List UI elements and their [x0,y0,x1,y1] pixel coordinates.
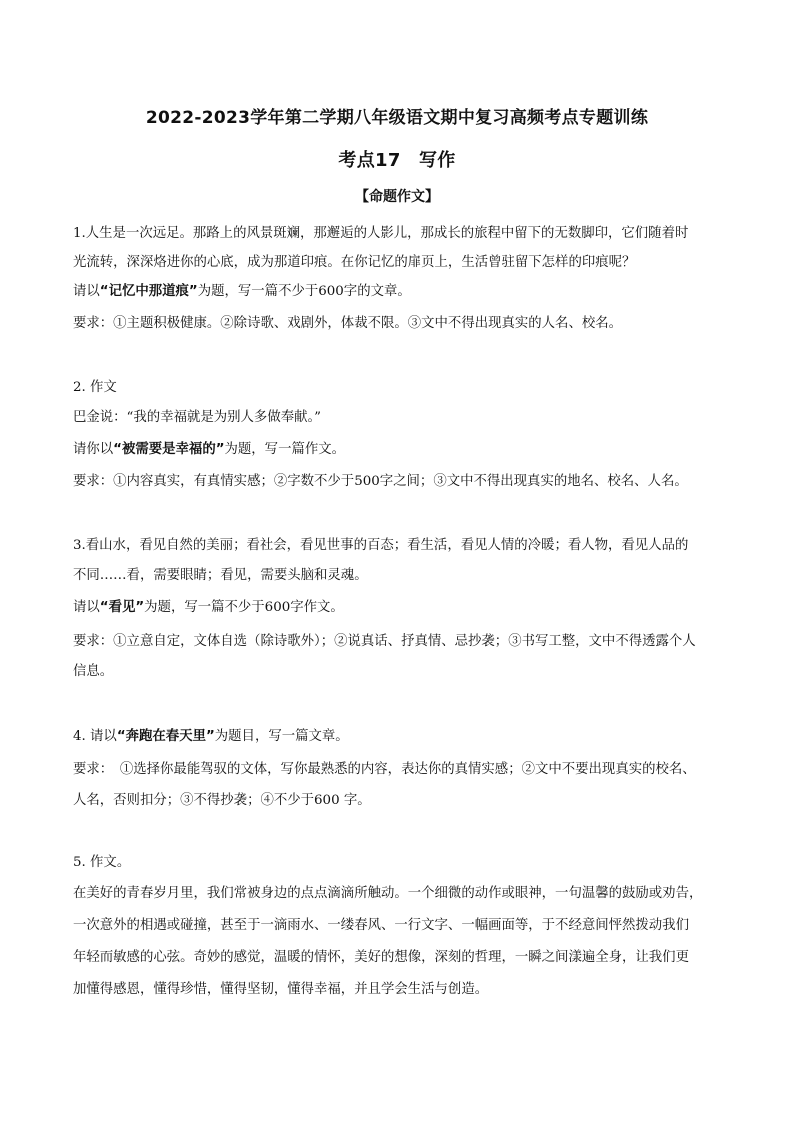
q2-prompt [73,440,733,460]
q4-requirements-cont: 人名，否则扣分；③不得抄袭；④不少于600 字。 [73,793,371,808]
q4-prompt-suffix: 为题目，写一篇文章。 [214,729,349,744]
q1-prompt-suffix: 为题，写一篇不少于600字的文章。 [197,284,411,299]
q3-prompt [73,598,733,618]
q2-topic: “被需要是幸福的” [113,442,225,457]
q5-line-1: 5. 作文。 [73,855,131,870]
q1-requirements: 要求：①主题积极健康。②除诗歌、戏剧外，体裁不限。③文中不得出现真实的人名、校名。 [73,316,623,331]
q4-prompt-prefix: 4. 请以 [73,729,117,744]
section-heading: 【命题作文】 [355,189,439,205]
q3-line-1: 3.看山水，看见自然的美丽；看社会，看见世事的百态；看生活，看见人情的冷暖；看人物，看见人品的 [73,538,689,553]
q1-topic: “记忆中那道痕” [99,284,198,299]
document-title: 2022-2023学年第二学期八年级语文期中复习高频考点专题训练 [145,108,649,128]
q3-line-2: 不同……看，需要眼睛；看见，需要头脑和灵魂。 [73,568,368,583]
q1-line-2: 光流转，深深烙进你的心底，成为那道印痕。在你记忆的扉页上，生活曾驻留下怎样的印痕呢？ [73,255,636,270]
q2-line-1: 2. 作文 [73,380,117,395]
document-subtitle: 考点17 写作 [338,150,456,171]
q4-prompt [73,727,733,747]
q1-line-1: 1.人生是一次远足。那路上的风景斑斓，那邂逅的人影儿，那成长的旅程中留下的无数脚印，它们随着时 [73,226,689,241]
q5-line-4: 年轻而敏感的心弦。奇妙的感觉，温暖的情怀，美好的想像，深刻的哲理，一瞬之间漾遍全身，让我们更 [73,950,689,965]
q3-requirements-cont: 信息。 [73,664,114,679]
q2-line-2: 巴金说：“我的幸福就是为别人多做奉献。” [73,410,322,425]
q5-line-5: 加懂得感恩，懂得珍惜，懂得坚韧，懂得幸福，并且学会生活与创造。 [73,982,489,997]
q3-topic: “看见” [99,600,145,615]
q1-prompt [73,282,733,302]
q5-line-2: 在美好的青春岁月里，我们常被身边的点点滴滴所触动。一个细微的动作或眼神，一句温馨的鼓励或劝告， [73,886,703,901]
q2-requirements: 要求：①内容真实，有真情实感；②字数不少于500字之间；③文中不得出现真实的地名、校名、人名。 [73,474,688,489]
q3-prompt-prefix: 请以 [73,600,100,615]
q2-prompt-prefix: 请你以 [73,442,114,457]
q3-requirements: 要求：①立意自定，文体自选（除诗歌外）；②说真话、抒真情、忌抄袭；③书写工整，文中不得透露个人 [73,634,696,649]
q4-topic: “奔跑在春天里” [116,729,215,744]
q5-line-3: 一次意外的相遇或碰撞，甚至于一滴雨水、一缕春风、一行文字、一幅画面等，于不经意间怦然拨动我们 [73,918,689,933]
q3-prompt-suffix: 为题，写一篇不少于600字作文。 [144,600,344,615]
q4-requirements: 要求： ①选择你最能驾驭的文体，写你最熟悉的内容，表达你的真情实感；②文中不要出现真实的校名、 [73,762,696,777]
q2-prompt-suffix: 为题，写一篇作文。 [224,442,346,457]
q1-prompt-prefix: 请以 [73,284,100,299]
